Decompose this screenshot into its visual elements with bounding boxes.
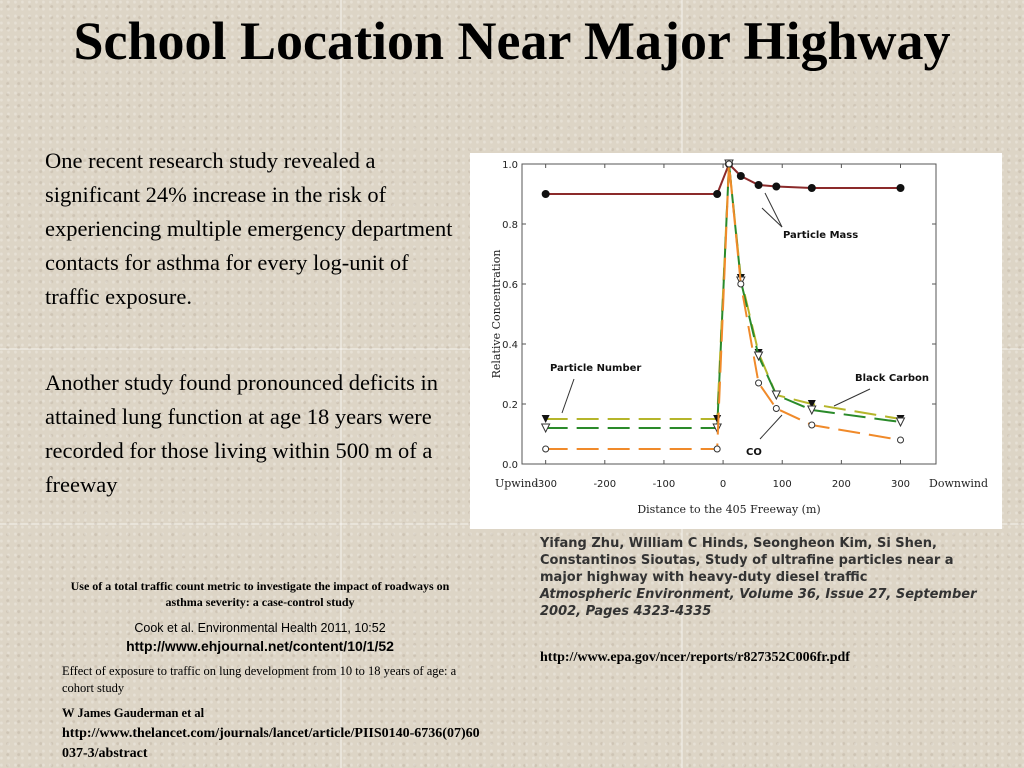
x-tick-label: -100 xyxy=(652,479,676,490)
x-tick-label: 100 xyxy=(772,479,792,490)
black-carbon-annotation: Black Carbon xyxy=(855,373,930,384)
downwind-label: Downwind xyxy=(929,477,989,490)
ref2-link[interactable]: http://www.thelancet.com/journals/lancet/article/PIIS0140-6736(07)60037-3/abstract xyxy=(62,726,480,761)
y-tick-label: 1.0 xyxy=(502,160,518,171)
ref1-title: Use of a total traffic count metric to investigate the impact of roadways on asthma severity: a case-control study xyxy=(70,579,450,609)
pn-arrow xyxy=(562,379,574,413)
y-axis-label: Relative Concentration xyxy=(490,249,503,379)
marker-co xyxy=(898,437,904,443)
ref2-author: W James Gauderman et al xyxy=(62,706,205,720)
ref1-author: Cook et al. Environmental Health 2011, 10:52 xyxy=(134,621,386,635)
marker-particle-mass xyxy=(808,185,815,192)
marker-co xyxy=(726,161,732,167)
upwind-label: Upwind xyxy=(495,477,539,490)
y-tick-label: 0.2 xyxy=(502,400,518,411)
ref2-title: Effect of exposure to traffic on lung development from 10 to 18 years of age: a cohort study xyxy=(62,664,457,695)
concentration-chart xyxy=(470,153,1002,529)
particle-number-annotation: Particle Number xyxy=(550,363,642,374)
paragraph-lung-function-study: Another study found pronounced deficits in attained lung function at age 18 years were recorded for those living within 500 m of a freeway xyxy=(45,370,439,497)
marker-particle-mass xyxy=(542,191,549,198)
marker-co xyxy=(773,406,779,412)
marker-particle-mass xyxy=(897,185,904,192)
zhu-citation-journal: Atmospheric Environment, Volume 36, Issue 27, September 2002, Pages 4323-4335 xyxy=(540,587,977,619)
co-annotation: CO xyxy=(746,447,762,458)
x-tick-label: 200 xyxy=(831,479,851,490)
y-tick-label: 0.6 xyxy=(502,280,518,291)
series-line-3 xyxy=(546,164,901,449)
marker-particle-mass xyxy=(755,182,762,189)
pm-arrow xyxy=(762,208,782,227)
marker-particle-mass xyxy=(714,191,721,198)
zhu-citation xyxy=(540,535,990,620)
marker-particle-mass xyxy=(773,183,780,190)
x-tick-label: 0 xyxy=(719,479,727,490)
bc-arrow xyxy=(834,389,870,406)
marker-co xyxy=(714,446,720,452)
marker-co xyxy=(543,446,549,452)
epa-report-link[interactable]: http://www.epa.gov/ncer/reports/r827352C006fr.pdf xyxy=(540,650,850,665)
marker-particle-number xyxy=(897,418,905,426)
ref1-link[interactable]: http://www.ehjournal.net/content/10/1/52 xyxy=(126,638,394,654)
y-tick-label: 0.4 xyxy=(502,340,518,351)
marker-co xyxy=(738,281,744,287)
marker-co xyxy=(809,422,815,428)
co-arrow xyxy=(760,415,782,439)
slide-title: School Location Near Major Highway xyxy=(73,11,951,71)
x-tick-label: -300 xyxy=(534,479,558,490)
x-tick-label: -200 xyxy=(593,479,617,490)
x-tick-label: 300 xyxy=(890,479,911,490)
pm-arrow-2 xyxy=(765,193,782,227)
paragraph-asthma-study: One recent research study revealed a significant 24% increase in the risk of experiencing multiple emergency department contacts for asthma for every log-unit of traffic exposure. xyxy=(45,148,453,309)
zhu-citation-authors: Yifang Zhu, William C Hinds, Seongheon Kim, Si Shen, Constantinos Sioutas, Study of ultrafine particles near a major highway with heavy-duty diesel traffic xyxy=(540,536,954,585)
y-tick-label: 0.8 xyxy=(502,220,518,231)
marker-co xyxy=(756,380,762,386)
x-axis-label: Distance to the 405 Freeway (m) xyxy=(637,503,821,516)
y-tick-label: 0.0 xyxy=(502,460,518,471)
chart-svg xyxy=(470,153,1002,529)
particle-mass-annotation: Particle Mass xyxy=(783,230,859,241)
series-line-0 xyxy=(546,164,901,194)
marker-particle-mass xyxy=(737,173,744,180)
